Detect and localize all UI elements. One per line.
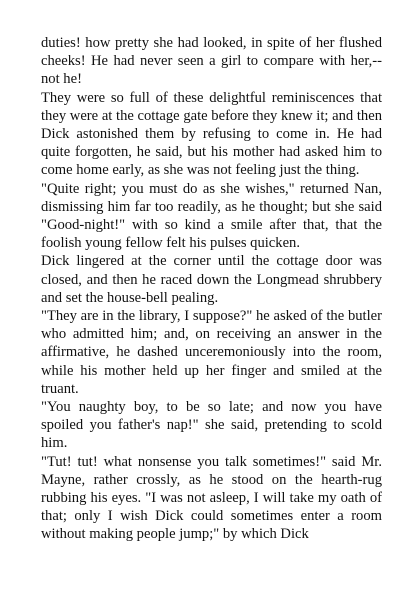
paragraph-cottage-gate: They were so full of these delightful reminiscences that they were at the cottage gate before they knew it; and then Dick astonished them by refusing to come in. He had quite forgotten, he said, but his mother had asked him to come home early, as she was not feeling just the thing.	[41, 89, 382, 179]
paragraph-continuation: duties! how pretty she had looked, in spite of her flushed cheeks! He had never seen a girl to compare with her,--not he!	[41, 35, 382, 88]
paragraph-mr-mayne: "Tut! tut! what nonsense you talk sometimes!" said Mr. Mayne, rather crossly, as he stood on the hearth-rug rubbing his eyes. "I was not asleep, I will take my oath of that; only I wish Dick could sometimes enter a room without making people jump;" by which Dick	[41, 453, 382, 543]
paragraph-naughty-boy: "You naughty boy, to be so late; and now you have spoiled you father's nap!" she said, pretending to scold him.	[41, 399, 382, 452]
paragraph-library: "They are in the library, I suppose?" he asked of the butler who admitted him; and, on receiving an answer in the affirmative, he dashed unceremoniously into the room, while his mother held up her finger and smiled at the truant.	[41, 308, 382, 397]
paragraph-nan-goodnight: "Quite right; you must do as she wishes," returned Nan, dismissing him far too readily, as he thought; but she said "Good-night!" with so kind a smile after that, that the foolish young fellow felt his pulses quicken.	[41, 180, 382, 252]
paragraph-dick-lingered: Dick lingered at the corner until the cottage door was closed, and then he raced down the Longmead shrubbery and set the house-bell pealing.	[41, 253, 382, 306]
